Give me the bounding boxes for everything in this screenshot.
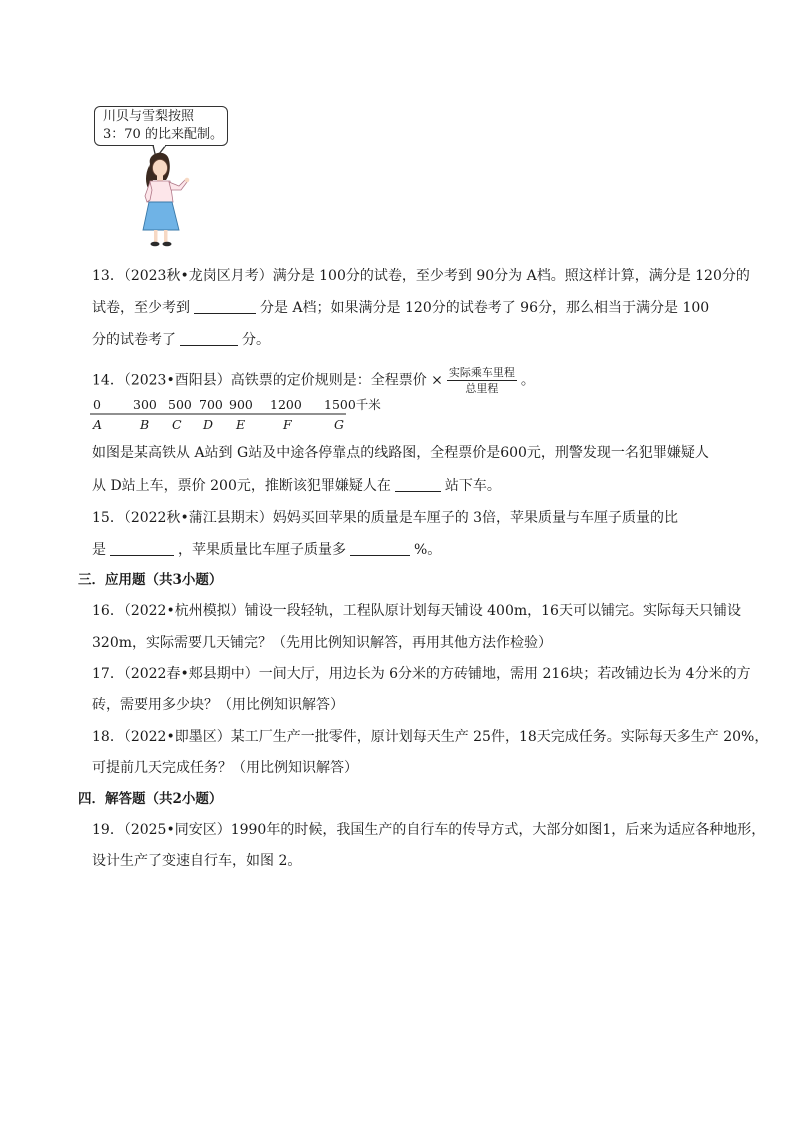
numline-value-1200: 1200 [270, 397, 302, 412]
numline-letter-c: C [172, 417, 182, 432]
q13-text-d: 分。 [242, 332, 270, 348]
q13-text-a: 试卷，至少考到 [92, 300, 190, 316]
bubble-line-2: 3：70 的比来配制。 [103, 127, 223, 142]
q13-line-2 [92, 298, 709, 318]
q15-line-2 [92, 540, 441, 560]
q17-line-1: 17．（2022春•郏县期中）一间大厅，用边长为 6分米的方砖铺地，需用 216块；若改铺边长为 4分米的方 [92, 666, 751, 682]
numline-value-0: 0 [93, 397, 101, 412]
numline-letter-f: F [283, 417, 292, 432]
fraction [447, 366, 517, 395]
section-3-heading: 三．应用题（共3小题） [78, 572, 223, 588]
q14-line-2: 如图是某高铁从 A站到 G站及中途各停靠点的线路图，全程票价是600元，刑警发现一名犯罪嫌疑人 [92, 445, 709, 461]
fraction-denominator: 总里程 [465, 382, 499, 395]
q15-text-c: %。 [414, 542, 442, 558]
speech-bubble [94, 106, 228, 146]
q17-line-2: 砖，需要用多少块？（用比例知识解答） [92, 697, 344, 713]
q14-blank[interactable] [395, 477, 441, 492]
q16-line-2: 320m，实际需要几天铺完？（先用比例知识解答，再用其他方法作检验） [92, 635, 552, 651]
q15-blank-1[interactable] [110, 541, 174, 556]
route-number-line [88, 396, 388, 436]
numline-value-1500: 1500千米 [324, 397, 381, 412]
q19-line-2: 设计生产了变速自行车，如图 2。 [92, 853, 302, 869]
fraction-numerator: 实际乘车里程 [448, 366, 515, 379]
q18-line-1: 18．（2022•即墨区）某工厂生产一批零件，原计划每天生产 25件，18天完成任务。实际每天多生产 20%， [92, 729, 769, 745]
section-4-heading: 四．解答题（共2小题） [78, 791, 223, 807]
q15-text-a: 是 [92, 542, 106, 558]
numline-value-700: 700 [199, 397, 223, 412]
q16-line-1: 16．（2022•杭州模拟）铺设一段轻轨，工程队原计划每天铺设 400m，16天可以铺完。实际每天只铺设 [92, 603, 741, 619]
q13-text-b: 分是 A档；如果满分是 120分的试卷考了 96分，那么相当于满分是 100 [260, 300, 710, 316]
numline-value-300: 300 [133, 397, 157, 412]
q18-line-2: 可提前几天完成任务？（用比例知识解答） [92, 760, 358, 776]
q14-line-3 [92, 476, 501, 496]
q14-text-d: 站下车。 [444, 478, 501, 494]
numline-letter-b: B [140, 417, 150, 432]
q19-line-1: 19．（2025•同安区）1990年的时候，我国生产的自行车的传导方式，大部分如图1，后来为适应各种地形， [92, 822, 766, 838]
numline-value-500: 500 [168, 397, 192, 412]
q14-text-a: 14．（2023•酉阳县）高铁票的定价规则是：全程票价 × [92, 372, 443, 389]
q15-text-b: ，苹果质量比车厘子质量多 [178, 542, 346, 558]
q13-text-c: 分的试卷考了 [92, 332, 176, 348]
q13-blank-1[interactable] [194, 299, 256, 314]
q14-text-b: 。 [520, 372, 535, 389]
q15-line-1: 15．（2022秋•蒲江县期末）妈妈买回苹果的质量是车厘子的 3倍，苹果质量与车厘子质量的比 [92, 510, 679, 526]
bubble-line-1: 川贝与雪梨按照 [103, 109, 195, 124]
q14-line-1 [92, 366, 535, 395]
numline-letter-d: D [203, 417, 214, 432]
numline-value-900: 900 [229, 397, 253, 412]
q13-line-1: 13．（2023秋•龙岗区月考）满分是 100分的试卷，至少考到 90分为 A档。照这样计算，满分是 120分的 [92, 268, 750, 284]
q15-blank-2[interactable] [350, 541, 410, 556]
q13-line-3 [92, 330, 270, 350]
numline-letter-g: G [334, 417, 344, 432]
numline-letter-e: E [236, 417, 246, 432]
q13-blank-2[interactable] [180, 331, 238, 346]
numline-letter-a: A [93, 417, 103, 432]
girl-teacher-illustration [133, 150, 193, 248]
q14-text-c: 从 D站上车，票价 200元，推断该犯罪嫌疑人在 [92, 478, 391, 494]
